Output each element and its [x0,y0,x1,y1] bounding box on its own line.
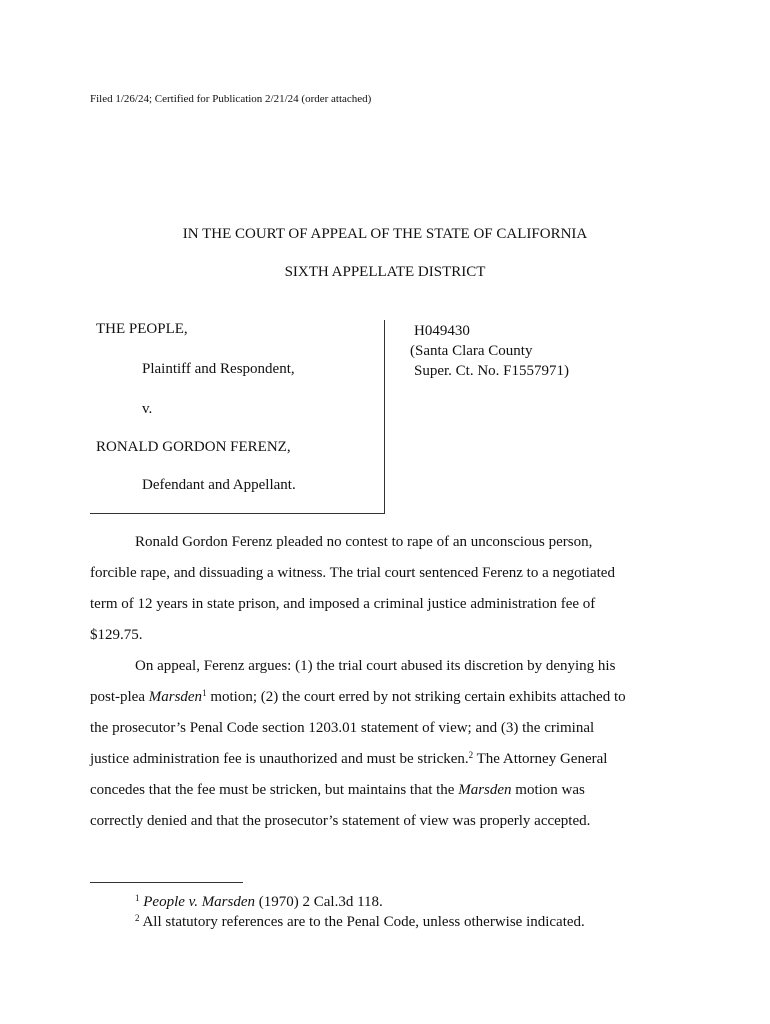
body-line: post-plea Marsden$^1$ motion; (2) the court erred by not striking certain exhibits attached to [90,688,626,705]
body-line: forcible rape, and dissuading a witness. The trial court sentenced Ferenz to a negotiated [90,565,615,581]
case-citation-italic: Marsden [458,782,512,798]
body-line: $129.75. [90,627,143,643]
body-line: the prosecutor’s Penal Code section 1203.01 statement of view; and (3) the criminal [90,720,595,736]
body-line: justice administration fee is unauthorized and must be stricken.$^2$ The Attorney General [90,750,608,767]
body-line: correctly denied and that the prosecutor’s statement of view was properly accepted. [90,813,591,829]
body-line: concedes that the fee must be stricken, but maintains that the Marsden motion was [90,782,585,798]
footnote-2: $^2$ All statutory references are to the Penal Code, unless otherwise indicated. [135,913,585,930]
court-title: IN THE COURT OF APPEAL OF THE STATE OF CALIFORNIA [182,226,588,242]
docket-number: H049430 [414,323,470,339]
case-caption [90,320,385,514]
footnotes [135,892,585,932]
body-line: On appeal, Ferenz argues: (1) the trial court abused its discretion by denying his [135,658,616,674]
filed-note: Filed 1/26/24; Certified for Publication 2/21/24 (order attached) [90,93,372,105]
county-line: (Santa Clara County [410,343,533,359]
plaintiff-name: THE PEOPLE, [96,321,188,337]
versus-label: v. [142,401,153,417]
case-citation-italic: Marsden [148,689,203,705]
plaintiff-role: Plaintiff and Respondent, [142,361,295,377]
footnote-ref-1[interactable]: 1 [202,688,207,698]
case-number-block [410,321,569,381]
superior-court-number: Super. Ct. No. F1557971) [414,363,570,379]
district-title: SIXTH APPELLATE DISTRICT [284,264,486,280]
footnote-ref-2[interactable]: 2 [468,750,474,760]
body-line: Ronald Gordon Ferenz pleaded no contest to rape of an unconscious person, [135,534,593,550]
footnote-divider [90,882,243,883]
opinion-body [90,527,690,837]
defendant-role: Defendant and Appellant. [142,477,296,493]
defendant-name: RONALD GORDON FERENZ, [96,439,291,455]
body-line: term of 12 years in state prison, and imposed a criminal justice administration fee of [90,596,596,612]
footnote-1: $^1$ People v. Marsden (1970) 2 Cal.3d 118. [135,893,383,910]
